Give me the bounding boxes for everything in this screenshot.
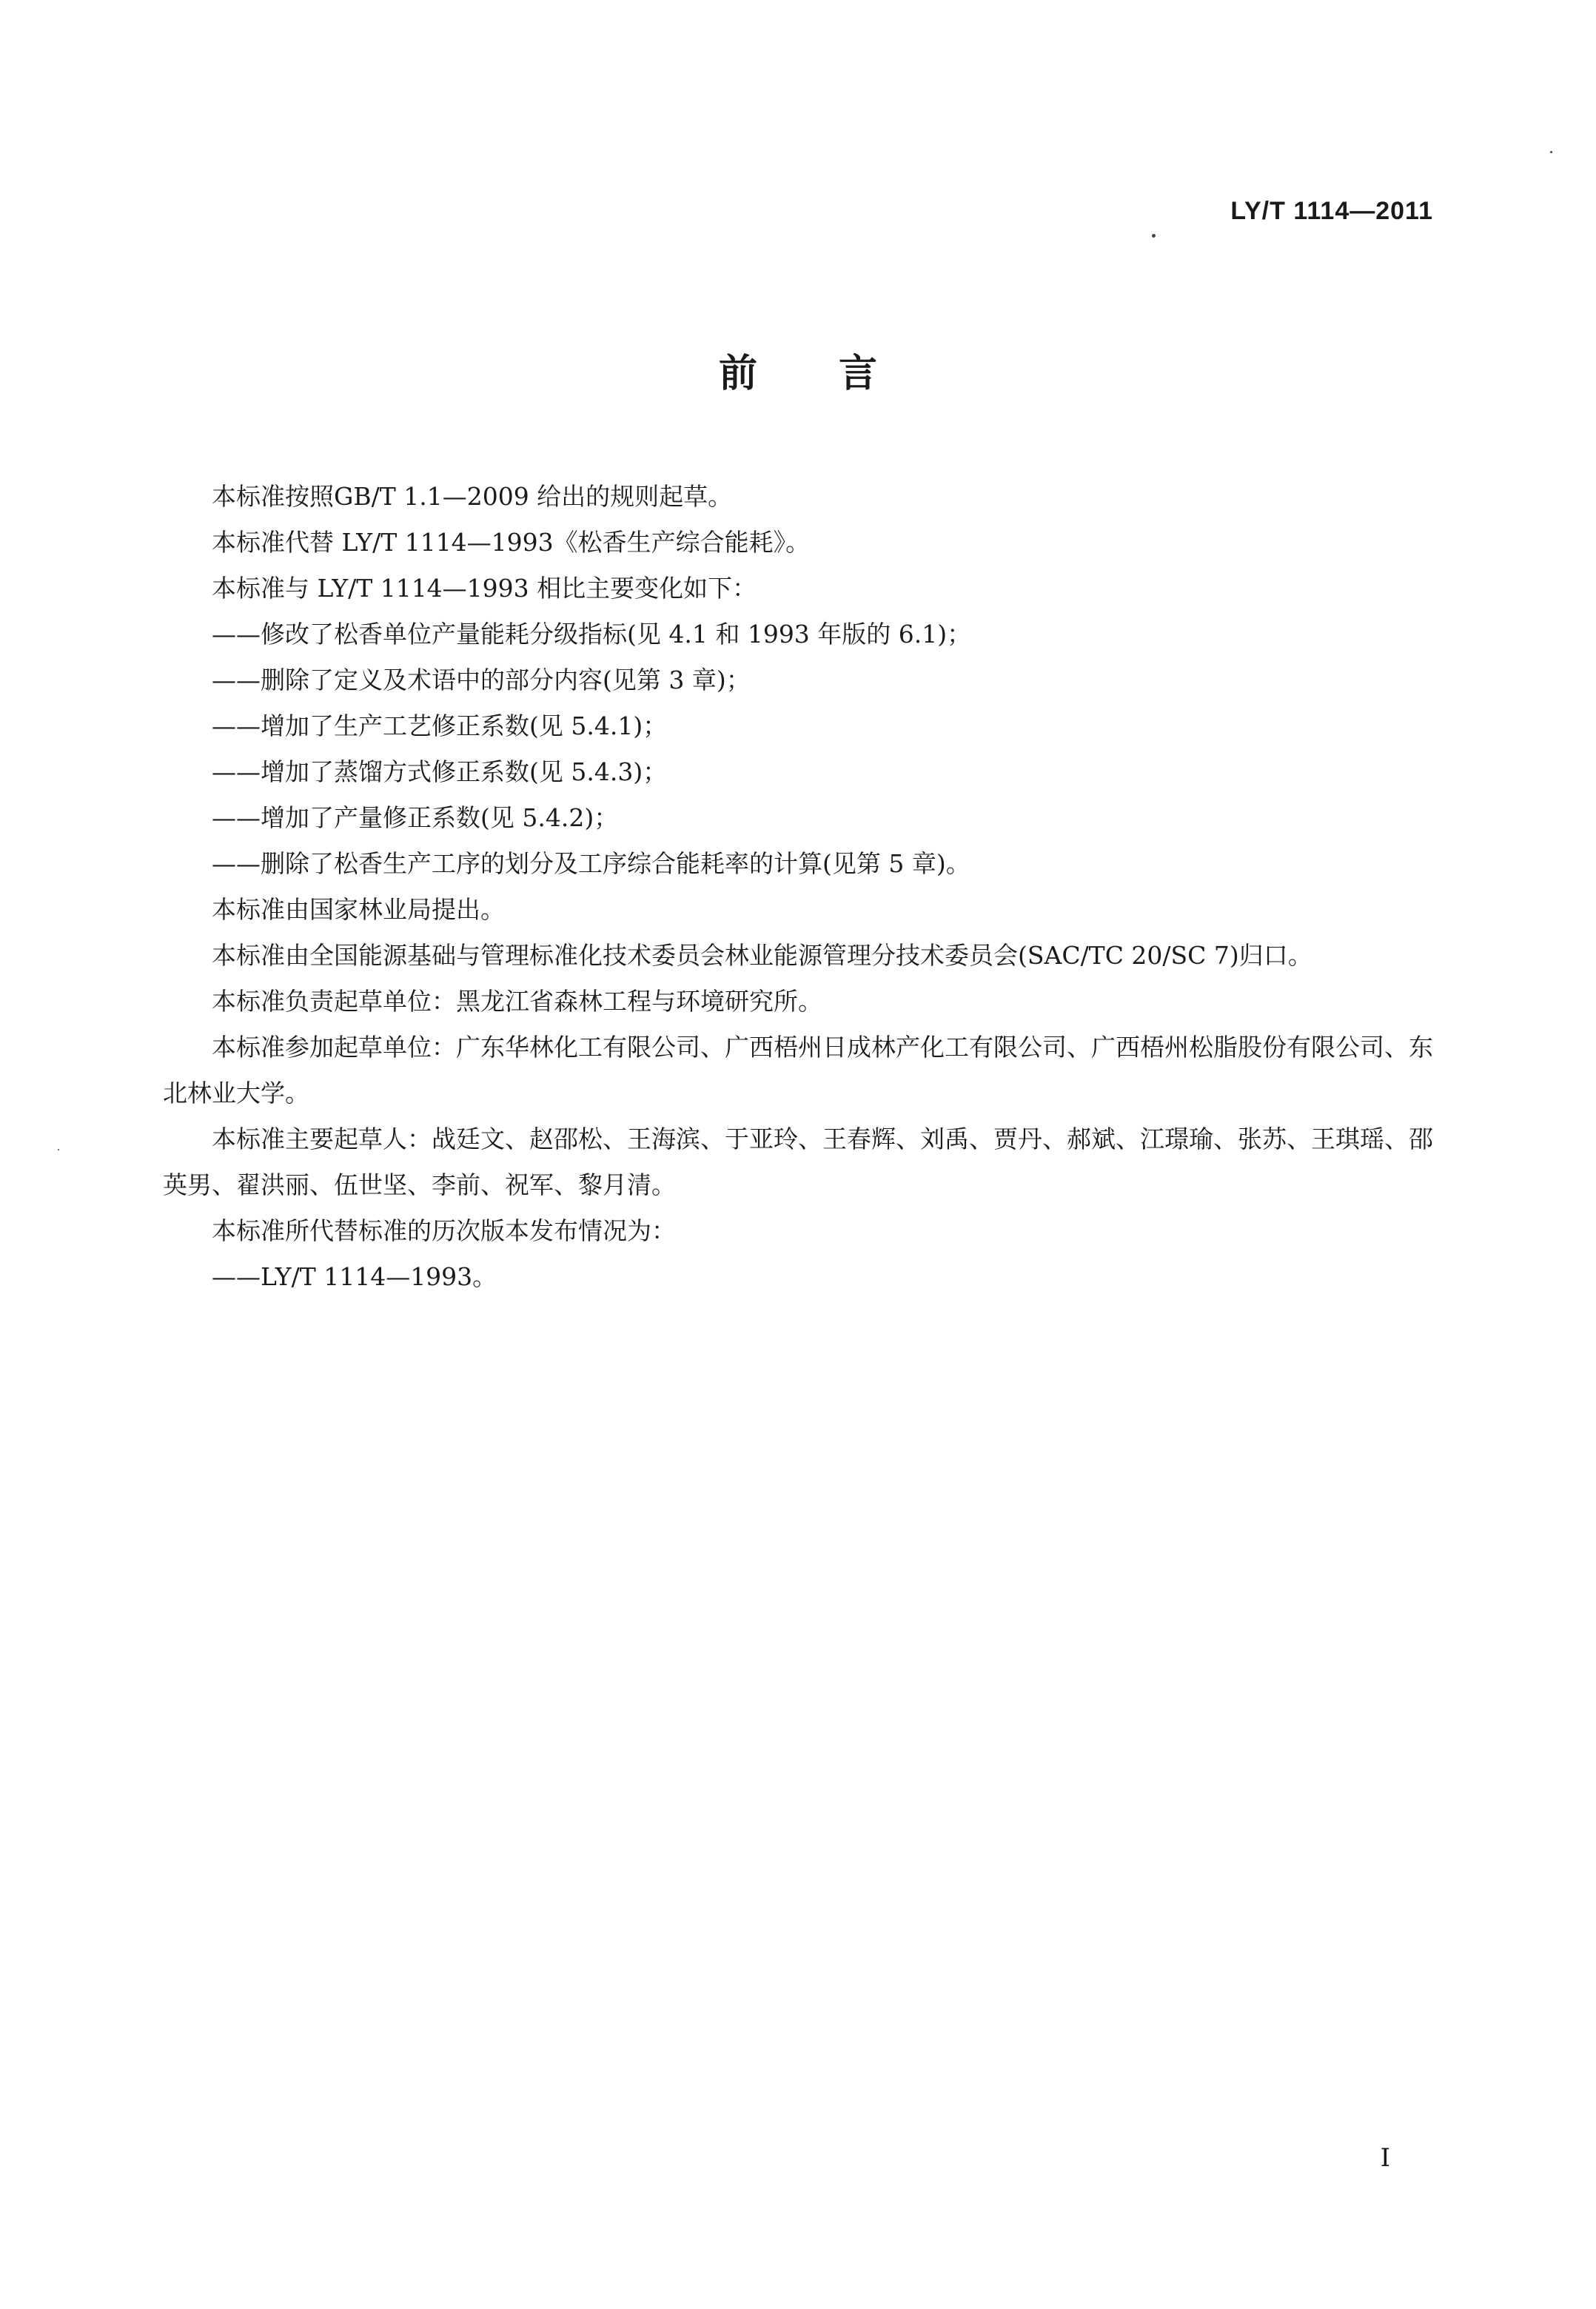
page-number: I [1380,2143,1390,2173]
paragraph-previous-editions: 本标准所代替标准的历次版本发布情况为： [212,1216,676,1245]
paragraph-main-drafters: 本标准主要起草人：战廷文、赵邵松、王海滨、于亚玲、王春辉、刘禹、贾丹、郝斌、江璟瑜、张苏、王琪瑶、邵英男、翟洪丽、伍世坚、李前、祝军、黎月清。 [163,1125,1433,1199]
paragraph-replaces: 本标准代替 LY/T 1114—1993《松香生产综合能耗》。 [212,528,811,557]
foreword-body [163,474,1436,1300]
paragraph-under-jurisdiction: 本标准由全国能源基础与管理标准化技术委员会林业能源管理分技术委员会(SAC/TC 20/SC 7)归口。 [212,941,1312,970]
paragraph-drafting-rules: 本标准按照GB/T 1.1—2009 给出的规则起草。 [212,482,733,511]
paragraph-responsible-drafter: 本标准负责起草单位：黑龙江省森林工程与环境研究所。 [212,987,822,1016]
change-item: ——删除了松香生产工序的划分及工序综合能耗率的计算(见第 5 章)。 [212,849,970,878]
change-item: ——增加了生产工艺修正系数(见 5.4.1)； [212,711,668,740]
page-title: 前言 [718,352,959,396]
standard-number: LY/T 1114—2011 [1230,197,1433,225]
paragraph-participating-drafters: 本标准参加起草单位：广东华林化工有限公司、广西梧州日成林产化工有限公司、广西梧州松脂股份有限公司、东北林业大学。 [163,1033,1433,1107]
change-item: ——删除了定义及术语中的部分内容(见第 3 章)； [212,666,751,694]
change-item: ——增加了产量修正系数(见 5.4.2)； [212,803,619,832]
paragraph-changes-intro: 本标准与 LY/T 1114—1993 相比主要变化如下： [212,574,757,603]
scan-speck [58,1149,59,1150]
change-item: ——增加了蒸馏方式修正系数(见 5.4.3)； [212,757,668,786]
scan-speck [1152,234,1156,238]
change-item: ——修改了松香单位产量能耗分级指标(见 4.1 和 1993 年版的 6.1)； [212,620,972,649]
previous-edition-item: ——LY/T 1114—1993。 [212,1262,497,1291]
paragraph-proposed-by: 本标准由国家林业局提出。 [212,895,505,924]
scan-speck [1550,151,1552,153]
